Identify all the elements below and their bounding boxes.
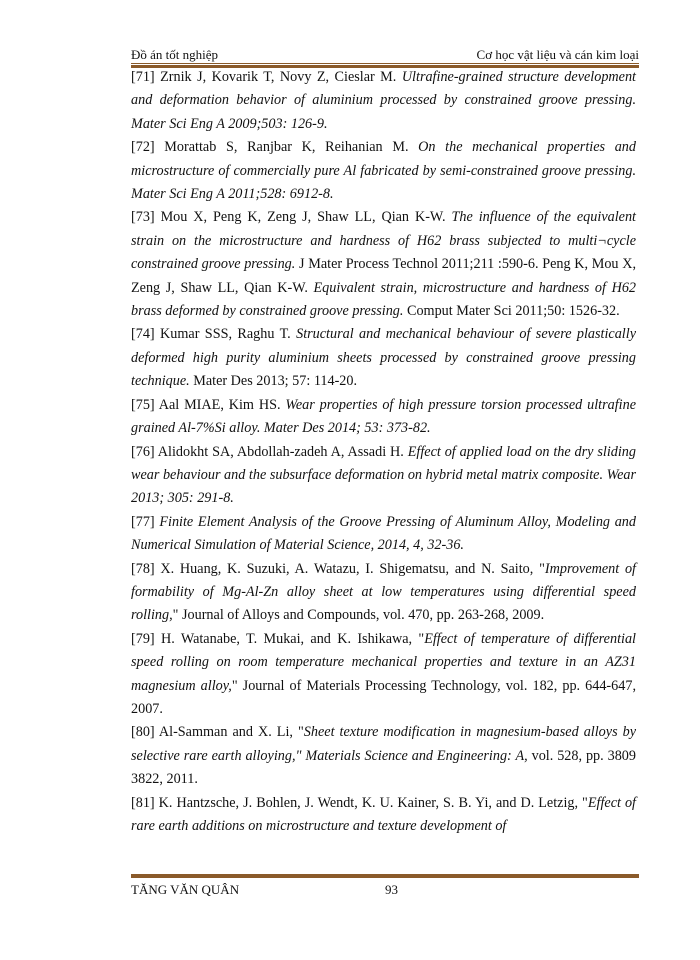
header-left-title: Đồ án tốt nghiệp <box>131 47 219 62</box>
reference-80: [80] Al-Samman and X. Li, "Sheet texture modification in magnesium-based alloys by selective rare earth alloying," Materials Science and Engineering: A, vol. 528, pp. 3809 3822, 2011. <box>131 724 637 788</box>
reference-74: [74] Kumar SSS, Raghu T. Structural and mechanical behaviour of severe plastically deformed high purity aluminium sheets processed by constrained groove pressing technique. Mater Des 2013; 57: 114-20. <box>131 326 636 390</box>
footer-author: TĂNG VĂN QUÂN <box>131 882 240 897</box>
reference-79: [79] H. Watanabe, T. Mukai, and K. Ishikawa, "Effect of temperature of differential speed rolling on room temperature mechanical properties and texture in an AZ31 magnesium alloy," Journal of Materials Processing Technology, vol. 182, pp. 644-647, 2007. <box>131 630 636 717</box>
reference-71: [71] Zrnik J, Kovarik T, Novy Z, Cieslar M. Ultrafine-grained structure development and deformation behavior of aluminium processed by constrained groove pressing. Mater Sci Eng A 2009;503: 126-9. <box>131 69 636 132</box>
reference-81: [81] K. Hantzsche, J. Bohlen, J. Wendt, K. U. Kainer, S. B. Yi, and D. Letzig, "Effect of rare earth additions on microstructure and texture development of <box>131 794 636 834</box>
page-header <box>131 43 639 63</box>
page-footer <box>131 882 639 902</box>
reference-72: [72] Morattab S, Ranjbar K, Reihanian M. On the mechanical properties and microstructure of commercially pure Al fabricated by semi-constrained groove pressing. Mater Sci Eng A 2011;528: 6912-8. <box>131 139 636 203</box>
header-right-title: Cơ học vật liệu và cán kim loại <box>476 47 639 62</box>
footer-rule <box>131 873 639 878</box>
reference-78: [78] X. Huang, K. Suzuki, A. Watazu, I. Shigematsu, and N. Saito, "Improvement of formability of Mg-Al-Zn alloy sheet at low temperatures using differential speed rolling," Journal of Alloys and Compounds, vol. 470, pp. 263-268, 2009. <box>131 560 636 624</box>
reference-77: [77] Finite Element Analysis of the Groove Pressing of Aluminum Alloy, Modeling and Numerical Simulation of Material Science, 2014, 4, 32-36. <box>131 513 636 554</box>
page-number: 93 <box>385 882 398 897</box>
reference-75: [75] Aal MIAE, Kim HS. Wear properties of high pressure torsion processed ultrafine grained Al-7%Si alloy. Mater Des 2014; 53: 373-82. <box>131 396 637 437</box>
reference-73: [73] Mou X, Peng K, Zeng J, Shaw LL, Qian K-W. The influence of the equivalent strain on the microstructure and hardness of H62 brass subjected to multi¬cycle constrained groove pressing. J Mater Process Technol 2011;211 :590-6. Peng K, Mou X, Zeng J, Shaw LL, Qian K-W. Equivalent strain, microstructure and hardness of H62 brass deformed by constrained groove pressing. Comput Mater Sci 2011;50: 1526-32. <box>131 209 637 320</box>
reference-list <box>131 66 636 838</box>
reference-76: [76] Alidokht SA, Abdollah-zadeh A, Assadi H. Effect of applied load on the dry sliding wear behaviour and the subsurface deformation on hybrid metal matrix composite. Wear 2013; 305: 291-8. <box>131 443 636 507</box>
